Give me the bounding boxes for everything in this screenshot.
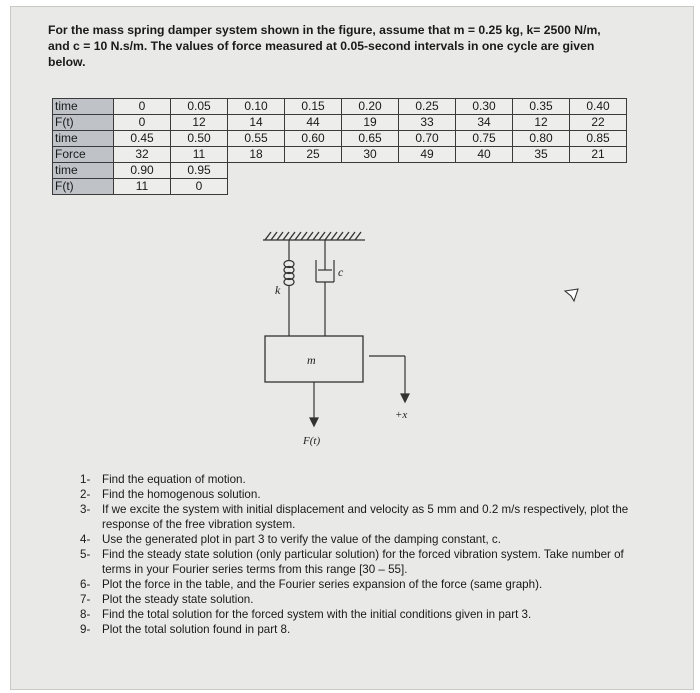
value-cell: 12 xyxy=(513,115,570,131)
value-cell: 44 xyxy=(285,115,342,131)
row-label-cell: Force xyxy=(53,147,114,163)
value-cell: 11 xyxy=(114,179,171,195)
value-cell: 0.90 xyxy=(114,163,171,179)
table-row xyxy=(53,163,627,179)
question-number: 7- xyxy=(80,593,91,606)
question-text: Use the generated plot in part 3 to verify the value of the damping constant, c. xyxy=(102,533,501,546)
force-data-table xyxy=(52,98,627,195)
value-cell: 0.70 xyxy=(399,131,456,147)
row-label-cell: time xyxy=(53,131,114,147)
row-label-cell: F(t) xyxy=(53,179,114,195)
value-cell: 0.80 xyxy=(513,131,570,147)
value-cell: 0.50 xyxy=(171,131,228,147)
value-cell: 21 xyxy=(570,147,627,163)
damper xyxy=(316,240,334,336)
value-cell: 14 xyxy=(228,115,285,131)
question-item xyxy=(80,532,640,547)
question-text: Find the total solution for the forced system with the initial conditions given in part 3. xyxy=(102,608,532,621)
value-cell: 0 xyxy=(171,179,228,195)
row-label-cell: time xyxy=(53,163,114,179)
table-row xyxy=(53,99,627,115)
empty-cell xyxy=(285,163,342,179)
empty-cell xyxy=(399,163,456,179)
question-item xyxy=(80,592,640,607)
empty-cell xyxy=(513,163,570,179)
value-cell: 32 xyxy=(114,147,171,163)
row-label-cell: F(t) xyxy=(53,115,114,131)
value-cell: 0.45 xyxy=(114,131,171,147)
value-cell: 0.60 xyxy=(285,131,342,147)
displacement-label: +x xyxy=(395,409,408,421)
question-item xyxy=(80,502,640,532)
question-number: 8- xyxy=(80,608,91,621)
value-cell: 33 xyxy=(399,115,456,131)
value-cell: 0.55 xyxy=(228,131,285,147)
ground-hatch xyxy=(263,232,365,240)
value-cell: 0.75 xyxy=(456,131,513,147)
empty-cell xyxy=(570,163,627,179)
table-row xyxy=(53,115,627,131)
value-cell: 0.95 xyxy=(171,163,228,179)
value-cell: 40 xyxy=(456,147,513,163)
value-cell: 0.35 xyxy=(513,99,570,115)
value-cell: 49 xyxy=(399,147,456,163)
question-text: Find the equation of motion. xyxy=(102,473,246,486)
value-cell: 25 xyxy=(285,147,342,163)
value-cell: 0.10 xyxy=(228,99,285,115)
empty-cell xyxy=(513,179,570,195)
question-number: 1- xyxy=(80,473,91,486)
question-item xyxy=(80,622,640,637)
value-cell: 19 xyxy=(342,115,399,131)
empty-cell xyxy=(456,163,513,179)
question-item xyxy=(80,577,640,592)
empty-cell xyxy=(570,179,627,195)
empty-cell xyxy=(342,163,399,179)
value-cell: 0.15 xyxy=(285,99,342,115)
empty-cell xyxy=(342,179,399,195)
table-row xyxy=(53,131,627,147)
question-item xyxy=(80,607,640,622)
table-row xyxy=(53,147,627,163)
value-cell: 0 xyxy=(114,99,171,115)
question-number: 6- xyxy=(80,578,91,591)
empty-cell xyxy=(285,179,342,195)
question-number: 2- xyxy=(80,488,91,501)
question-text: Find the homogenous solution. xyxy=(102,488,261,501)
displacement-arrow xyxy=(369,356,409,402)
value-cell: 0.25 xyxy=(399,99,456,115)
value-cell: 18 xyxy=(228,147,285,163)
question-text: If we excite the system with initial displacement and velocity as 5 mm and 0.2 m/s respectively, plot the response of the free vibration system. xyxy=(102,503,629,531)
question-text: Plot the total solution found in part 8. xyxy=(102,623,291,636)
empty-cell xyxy=(228,163,285,179)
question-text: Plot the force in the table, and the Fourier series expansion of the force (same graph). xyxy=(102,578,543,591)
value-cell: 30 xyxy=(342,147,399,163)
question-number: 3- xyxy=(80,503,91,516)
mass-label: m xyxy=(307,353,316,367)
question-number: 9- xyxy=(80,623,91,636)
empty-cell xyxy=(456,179,513,195)
value-cell: 0.20 xyxy=(342,99,399,115)
row-label-cell: time xyxy=(53,99,114,115)
value-cell: 11 xyxy=(171,147,228,163)
question-item xyxy=(80,547,640,577)
question-text: Plot the steady state solution. xyxy=(102,593,254,606)
table-row xyxy=(53,179,627,195)
value-cell: 12 xyxy=(171,115,228,131)
question-text: Find the steady state solution (only particular solution) for the forced vibration system. Take number of terms in your Fourier series terms from this range [30 – 55]. xyxy=(102,548,624,576)
spring-label: k xyxy=(275,283,281,297)
value-cell: 35 xyxy=(513,147,570,163)
empty-cell xyxy=(228,179,285,195)
spring xyxy=(284,240,294,336)
problem-statement: For the mass spring damper system shown in the figure, assume that m = 0.25 kg, k= 2500 N/m, and c = 10 N.s/m. The values of force measured at 0.05-second intervals in one cycle are given below. xyxy=(48,23,601,69)
value-cell: 22 xyxy=(570,115,627,131)
question-item xyxy=(80,472,640,487)
empty-cell xyxy=(399,179,456,195)
value-cell: 0.65 xyxy=(342,131,399,147)
value-cell: 0.40 xyxy=(570,99,627,115)
force-arrow xyxy=(310,382,318,426)
question-item xyxy=(80,487,640,502)
value-cell: 0.30 xyxy=(456,99,513,115)
force-label: F(t) xyxy=(303,435,321,447)
value-cell: 0.05 xyxy=(171,99,228,115)
value-cell: 0 xyxy=(114,115,171,131)
question-number: 4- xyxy=(80,533,91,546)
mouse-cursor-icon xyxy=(563,287,581,303)
value-cell: 34 xyxy=(456,115,513,131)
value-cell: 0.85 xyxy=(570,131,627,147)
damper-label: c xyxy=(338,265,344,279)
question-list xyxy=(80,472,640,637)
mass-spring-damper-diagram xyxy=(255,228,445,458)
question-number: 5- xyxy=(80,548,91,561)
